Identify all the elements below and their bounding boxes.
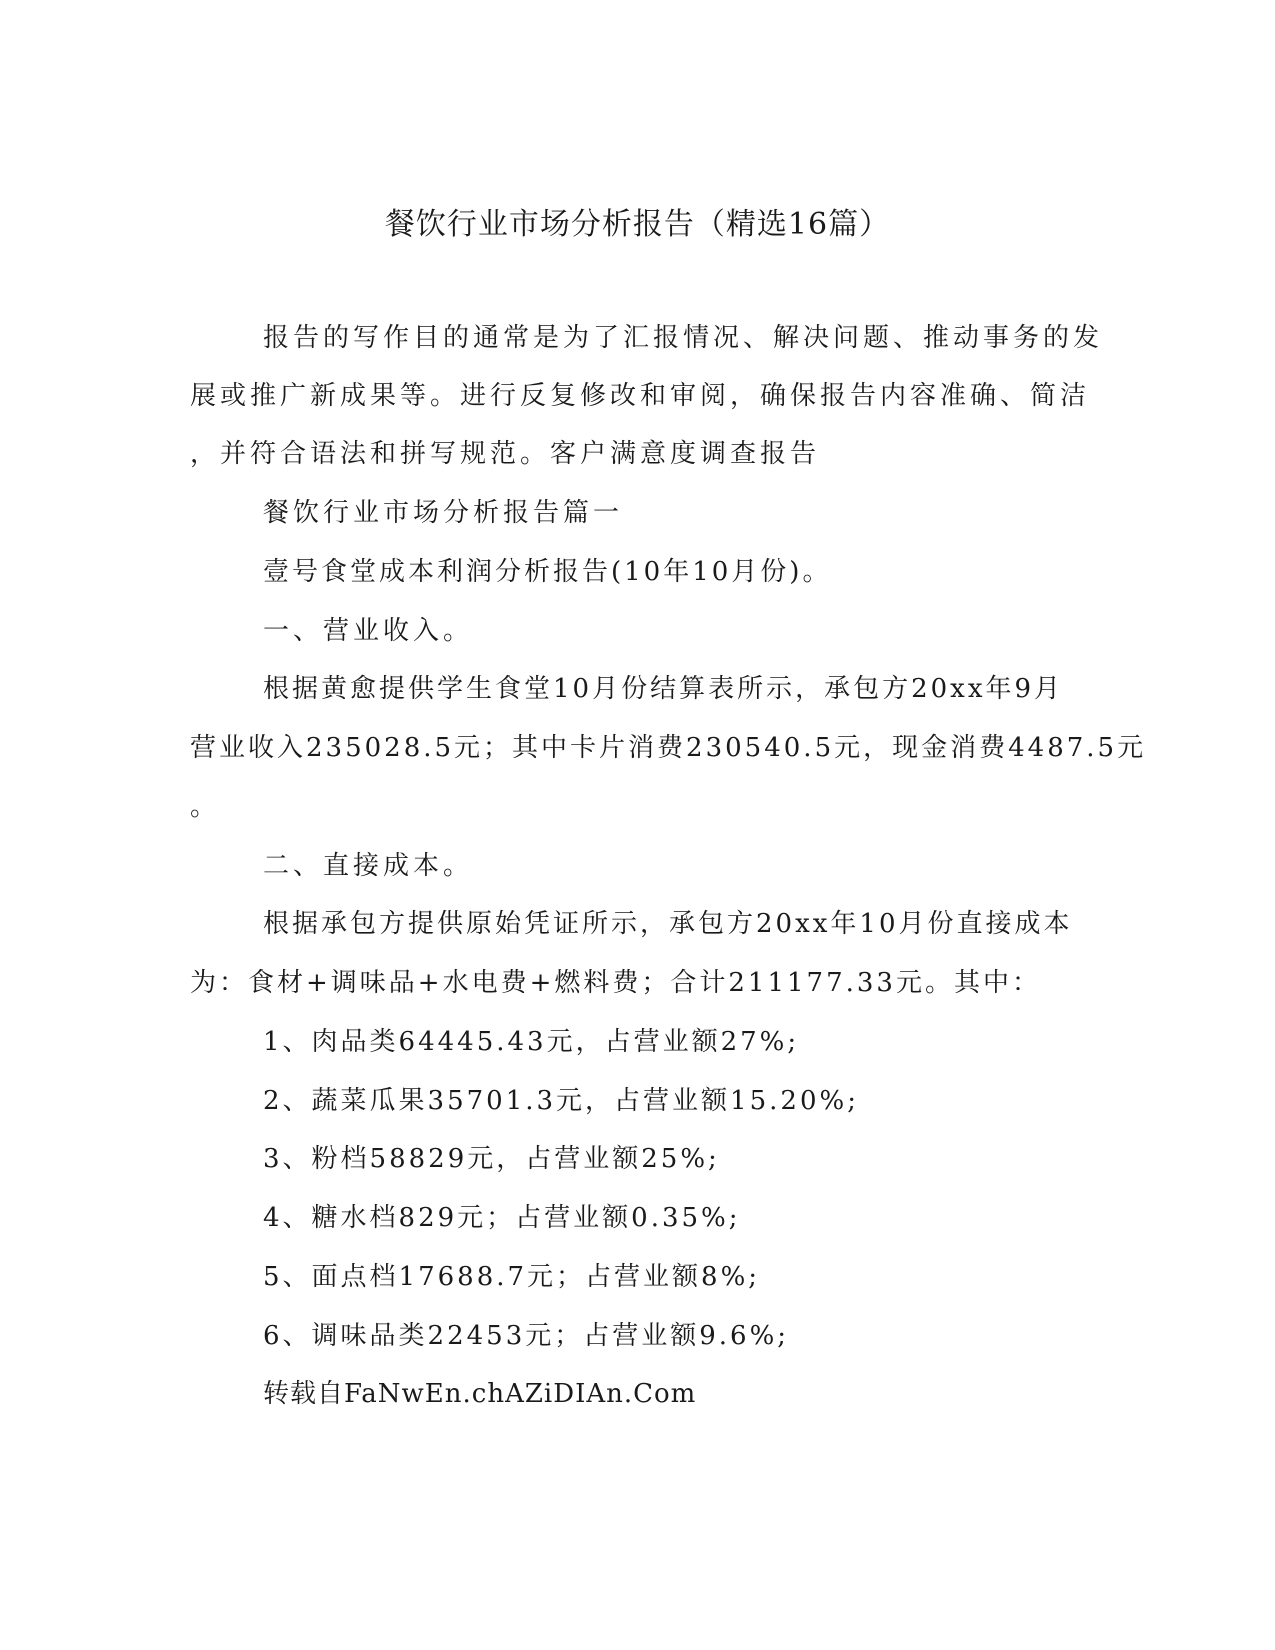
cost-item-2: 2、蔬菜瓜果35701.3元，占营业额15.20%;: [263, 1086, 859, 1116]
cost-item-5: 5、面点档17688.7元；占营业额8%;: [263, 1262, 761, 1292]
part-one-line-1: 根据黄愈提供学生食堂10月份结算表所示，承包方20xx年9月: [263, 674, 1064, 704]
document-title: 餐饮行业市场分析报告（精选16篇）: [384, 207, 891, 242]
part-two-line-2: 为：食材+调味品+水电费+燃料费；合计211177.33元。其中：: [190, 968, 1041, 998]
intro-line-3: ，并符合语法和拼写规范。客户满意度调查报告: [190, 439, 821, 469]
cost-item-3: 3、粉档58829元，占营业额25%;: [263, 1144, 720, 1174]
intro-line-2: 展或推广新成果等。进行反复修改和审阅，确保报告内容准确、简洁: [190, 381, 1091, 411]
part-one-line-2: 营业收入235028.5元；其中卡片消费230540.5元，现金消费4487.5元: [190, 733, 1147, 763]
part-two-heading: 二、直接成本。: [263, 851, 474, 881]
part-one-heading: 一、营业收入。: [263, 616, 474, 646]
report-title: 壹号食堂成本利润分析报告(10年10月份)。: [263, 557, 832, 587]
source-note: 转载自FaNwEn.chAZiDIAn.Com: [263, 1379, 697, 1409]
cost-item-6: 6、调味品类22453元；占营业额9.6%;: [263, 1321, 790, 1351]
intro-line-1: 报告的写作目的通常是为了汇报情况、解决问题、推动事务的发: [263, 323, 1104, 353]
cost-item-1: 1、肉品类64445.43元，占营业额27%;: [263, 1027, 800, 1057]
part-two-line-1: 根据承包方提供原始凭证所示，承包方20xx年10月份直接成本: [263, 909, 1073, 939]
cost-item-4: 4、糖水档829元；占营业额0.35%;: [263, 1203, 741, 1233]
part-one-line-3: 。: [190, 792, 221, 822]
section-heading: 餐饮行业市场分析报告篇一: [263, 498, 624, 528]
